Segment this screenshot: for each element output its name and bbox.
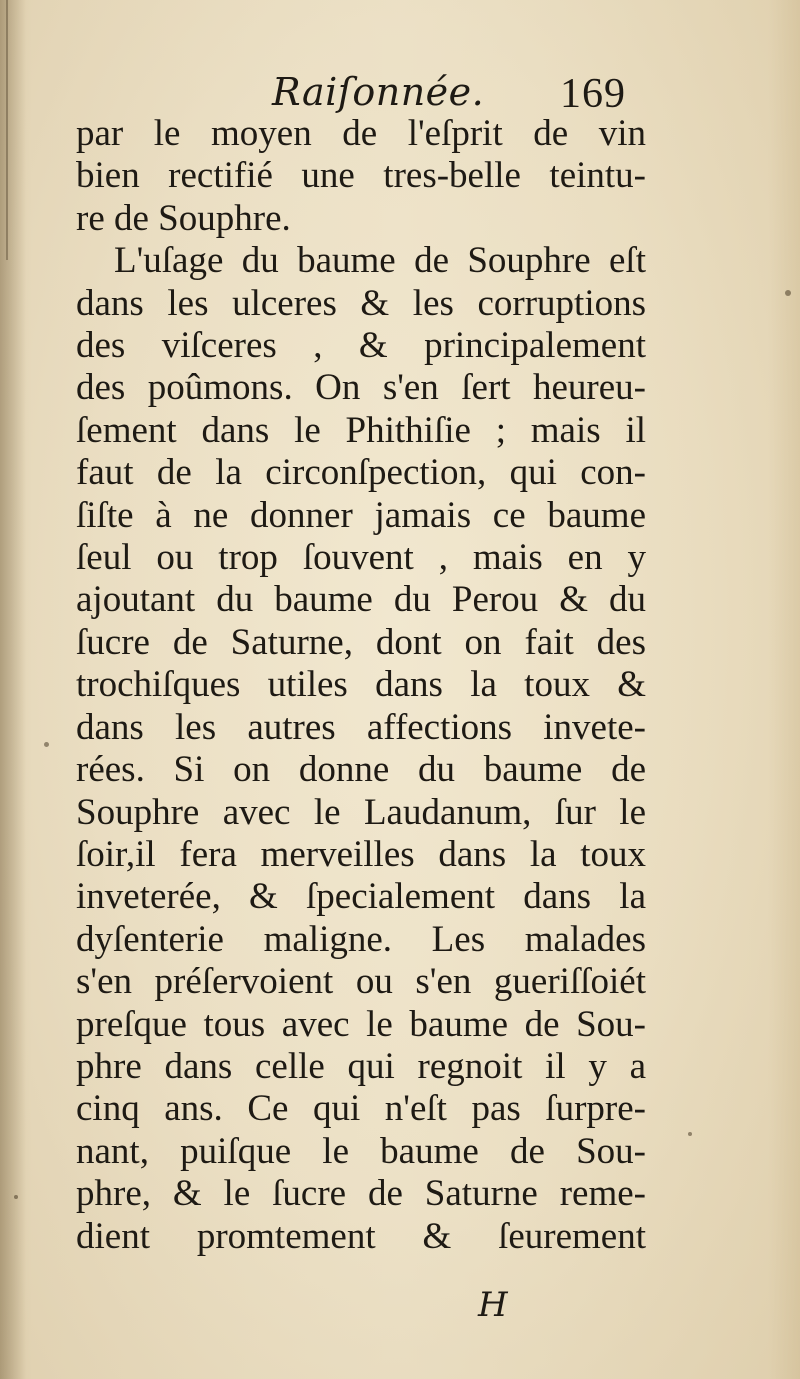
text-line: L'uſage du baume de Souphre eſt [114,240,646,282]
text-line: s'en préſervoient ou s'en gueriſſoiét [76,961,646,1003]
text-line: inveterée, & ſpecialement dans la [76,876,646,918]
page-number: 169 [560,71,626,117]
text-line: ſoir,il fera merveilles dans la toux [76,833,646,875]
paper-speck [688,1132,692,1136]
text-line: dans les ulceres & les corruptions [76,282,646,324]
text-line: Souphre avec le Laudanum, ſur le [76,791,646,833]
paper-speck [14,1195,18,1199]
text-line: trochiſques utiles dans la toux & [76,664,646,706]
running-head: Raiſonnée. [272,70,485,114]
text-line: rées. Si on donne du baume de [76,749,646,791]
text-line: par le moyen de l'eſprit de vin [76,113,646,154]
text-line: nant, puiſque le baume de Sou- [76,1130,646,1172]
text-line: des viſceres , & principalement [76,325,646,367]
text-line: ſement dans le Phithiſie ; mais il [76,409,646,451]
text-line: ajoutant du baume du Perou & du [76,579,646,621]
text-line: ſiſte à ne donner jamais ce baume [76,494,646,536]
text-line: bien rectifié une tres-belle teintu- [76,155,646,197]
text-line: dyſenterie maligne. Les malades [76,918,646,960]
text-line: dient promtement & ſeurement [76,1215,646,1257]
text-line: des poûmons. On s'en ſert heureu- [76,367,646,409]
body-text [76,113,646,1258]
text-line: ſucre de Saturne, dont on fait des [76,621,646,663]
text-line: dans les autres affections invete- [76,706,646,748]
paper-speck [44,742,49,747]
text-line: phre dans celle qui regnoit il y a [76,1045,646,1087]
spine-edge [6,0,8,260]
paper-speck [785,290,791,296]
text-line: faut de la circonſpection, qui con- [76,452,646,494]
text-line: ſeul ou trop ſouvent , mais en y [76,537,646,579]
text-line: re de Souphre. [76,197,291,239]
text-line: cinq ans. Ce qui n'eſt pas ſurpre- [76,1088,646,1130]
signature-mark: H [478,1285,508,1325]
text-line: phre, & le ſucre de Saturne reme- [76,1173,646,1215]
spine-shadow [0,0,26,1379]
text-line: preſque tous avec le baume de Sou- [76,1003,646,1045]
